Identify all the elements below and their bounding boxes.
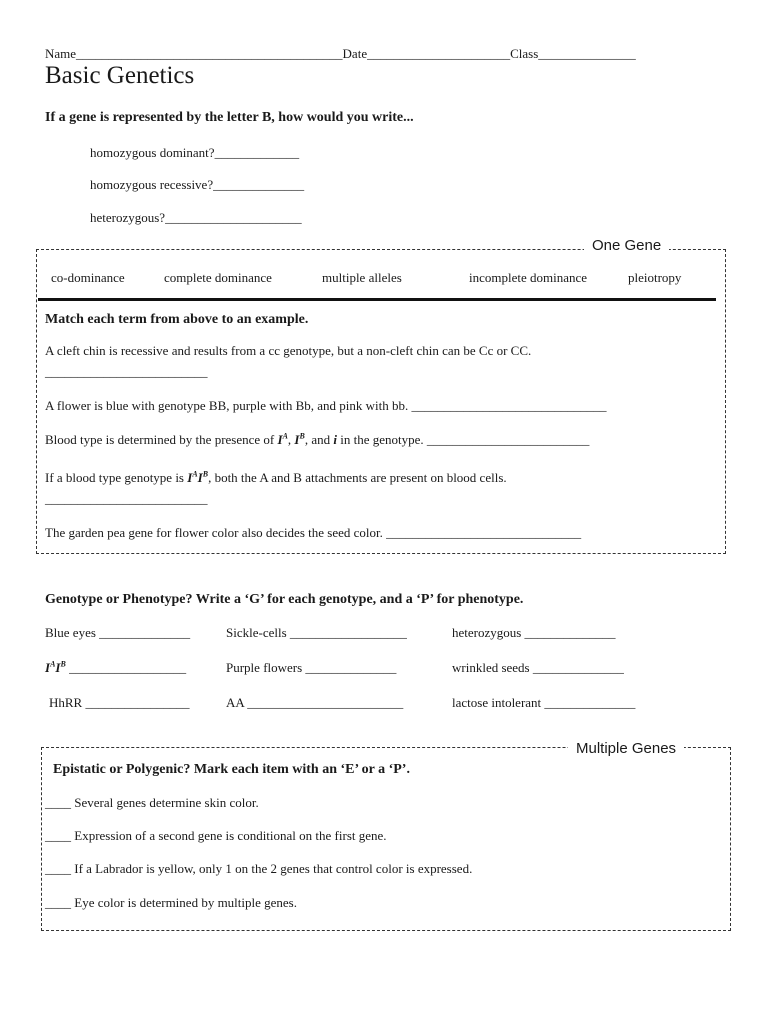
question-flower-color (45, 398, 607, 414)
gp-item-wrinkled-seeds[interactable]: wrinkled seeds ______________ (452, 660, 624, 675)
multiple-genes-title: Multiple Genes (568, 740, 684, 757)
term-complete-dominance: complete dominance (164, 270, 272, 285)
mg-item-skin-color[interactable]: ____ Several genes determine skin color. (45, 795, 259, 810)
class-label: Class (510, 46, 539, 61)
question-blood-genotype (45, 470, 507, 486)
mg-item-labrador[interactable]: ____ If a Labrador is yellow, only 1 on the 2 genes that control color is expressed. (45, 861, 473, 876)
name-label: Name (45, 46, 77, 61)
q5-text: The garden pea gene for flower color also decides the seed color. (45, 525, 383, 540)
mg-item-eye-color[interactable]: ____ Eye color is determined by multiple genes. (45, 895, 297, 910)
q4-pre-text: If a blood type genotype is (45, 470, 184, 485)
allele-i: i (333, 432, 337, 447)
gp-item-IAIB[interactable]: $I^AI^B$ __________________ (45, 659, 187, 675)
homozygous-dominant-item[interactable]: homozygous dominant?_____________ (90, 145, 300, 160)
term-multiple-alleles: multiple alleles (322, 270, 402, 285)
q3-pre-text: Blood type is determined by the presence of (45, 432, 275, 447)
terms-divider (38, 298, 716, 301)
gp-item-HhRR[interactable]: HhRR ________________ (49, 695, 190, 710)
date-label: Date (342, 46, 368, 61)
answer-blank-pea[interactable]: ______________________________ (386, 525, 582, 540)
q3-and: , and (304, 432, 331, 447)
page-title: Basic Genetics (45, 62, 195, 89)
gp-item-lactose-intolerant[interactable]: lactose intolerant ______________ (452, 695, 636, 710)
gp-item-AA[interactable]: AA ________________________ (226, 695, 404, 710)
answer-blank-blood-genotype[interactable]: _________________________ (45, 491, 208, 506)
one-gene-title: One Gene (584, 237, 669, 254)
q3-post-text: in the genotype. (340, 432, 424, 447)
geno-pheno-instruction: Genotype or Phenotype? Write a ‘G’ for each genotype, and a ‘P’ for phenotype. (45, 592, 524, 607)
term-incomplete-dominance: incomplete dominance (469, 270, 588, 285)
answer-blank-blood-type[interactable]: _________________________ (426, 432, 590, 447)
gp-item-sickle-cells[interactable]: Sickle-cells __________________ (226, 625, 407, 640)
question-cleft-chin: A cleft chin is recessive and results from a cc genotype, but a non-cleft chin can be Cc or CC. (45, 343, 532, 358)
name-field[interactable]: _________________________________________ (76, 46, 343, 61)
gp-item-purple-flowers[interactable]: Purple flowers ______________ (226, 660, 397, 675)
class-field[interactable]: _______________ (538, 46, 636, 61)
heterozygous-item[interactable]: heterozygous?_____________________ (90, 210, 302, 225)
term-codominance: co-dominance (51, 270, 125, 285)
answer-blank-cleft-chin[interactable]: _________________________ (45, 364, 208, 379)
gp-item-heterozygous[interactable]: heterozygous ______________ (452, 625, 616, 640)
question-pleiotropy (45, 525, 581, 541)
answer-blank-flower[interactable]: ______________________________ (411, 398, 607, 413)
genotype-IAIB: $I^AI^B$ (187, 469, 209, 485)
genotype-IAIB-gp: $I^AI^B$ (45, 659, 66, 675)
q4-post-text: , both the A and B attachments are present on blood cells. (208, 470, 507, 485)
match-instruction: Match each term from above to an example. (45, 312, 309, 327)
gp-item-blue-eyes[interactable]: Blue eyes ______________ (45, 625, 191, 640)
mg-item-conditional-expression[interactable]: ____ Expression of a second gene is conditional on the first gene. (45, 828, 387, 843)
term-pleiotropy: pleiotropy (628, 270, 682, 285)
allele-IA: $I^A$ (277, 431, 288, 447)
header-line (45, 46, 636, 62)
date-field[interactable]: ______________________ (367, 46, 511, 61)
question-blood-type: Blood type is determined by the presence of $I^A$, $I^B$, and i in the genotype. _________________________ (45, 431, 590, 447)
section1-prompt: If a gene is represented by the letter B, how would you write... (45, 110, 414, 125)
homozygous-recessive-item[interactable]: homozygous recessive?______________ (90, 177, 305, 192)
epistatic-instruction: Epistatic or Polygenic? Mark each item with an ‘E’ or a ‘P’. (53, 762, 410, 777)
question-flower-text: A flower is blue with genotype BB, purple with Bb, and pink with bb. (45, 398, 409, 413)
allele-IB: $I^B$ (294, 431, 305, 447)
